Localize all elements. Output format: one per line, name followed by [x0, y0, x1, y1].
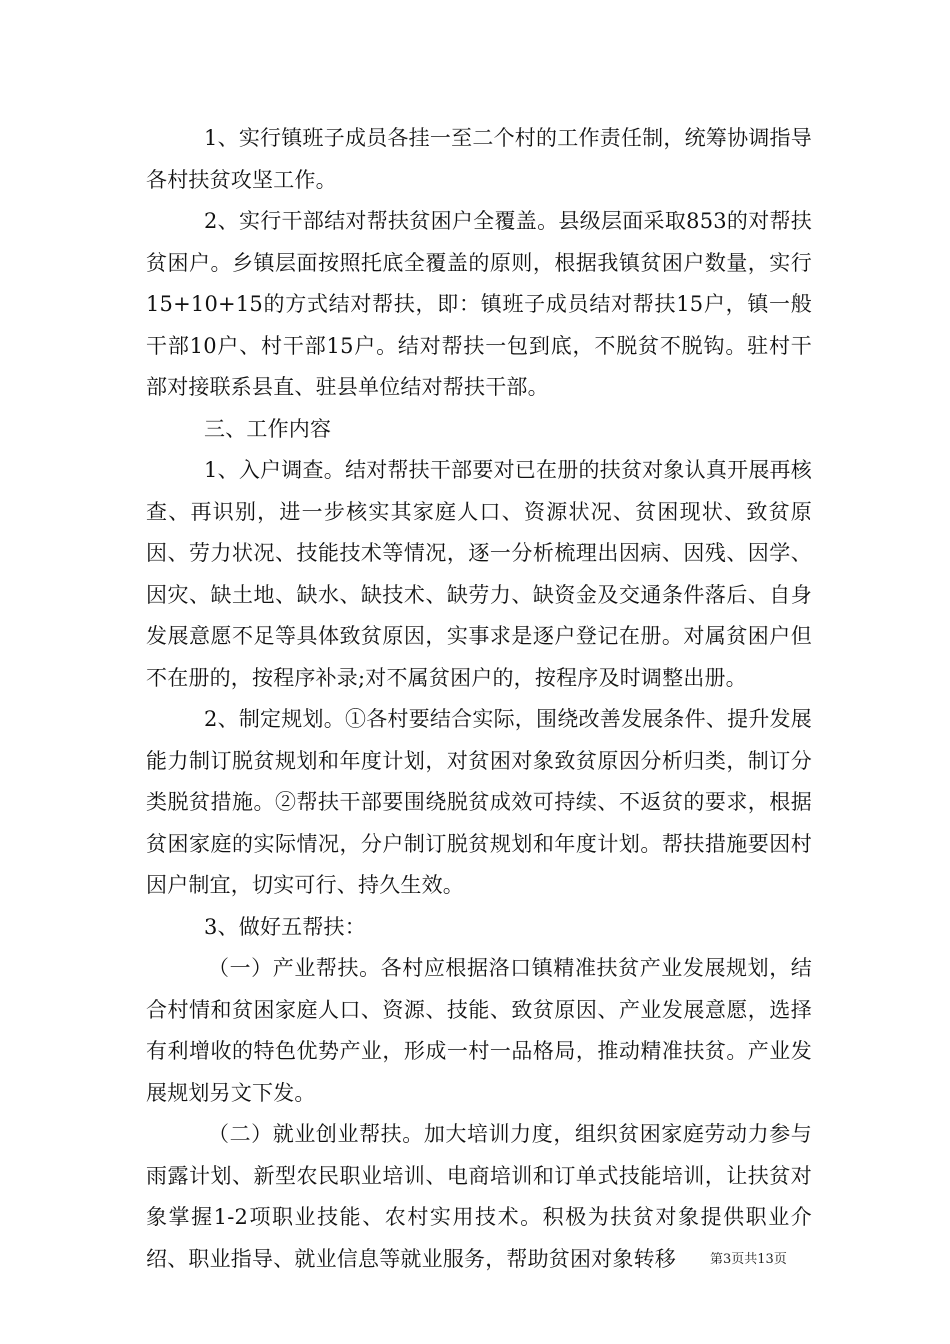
paragraph-2: 2、实行干部结对帮扶贫困户全覆盖。县级层面采取853的对帮扶贫困户。乡镇层面按照托底全覆盖的原则，根据我镇贫困户数量，实行15+10+15的方式结对帮扶，即：镇班子成员结对帮扶15户，镇一般干部10户、村干部15户。结对帮扶一包到底，不脱贫不脱钩。驻村干部对接联系县直、驻县单位结对帮扶干部。 [146, 209, 812, 399]
paragraph-7: （二）就业创业帮扶。加大培训力度，组织贫困家庭劳动力参与雨露计划、新型农民职业培训、电商培训和订单式技能培训，让扶贫对象掌握1-2项职业技能、农村实用技术。积极为扶贫对象提供职业介绍、职业指导、就业信息等就业服务，帮助贫困对象转移 [146, 1122, 812, 1271]
page-number-footer: 第3页共13页 [710, 1252, 787, 1267]
section-heading: 三、工作内容 [204, 416, 332, 441]
document-body [146, 118, 812, 1280]
paragraph-4: 2、制定规划。①各村要结合实际，围绕改善发展条件、提升发展能力制订脱贫规划和年度计划，对贫困对象致贫原因分析归类，制订分类脱贫措施。②帮扶干部要围绕脱贫成效可持续、不返贫的要求，根据贫困家庭的实际情况，分户制订脱贫规划和年度计划。帮扶措施要因村因户制宜，切实可行、持久生效。 [146, 707, 812, 897]
paragraph-1: 1、实行镇班子成员各挂一至二个村的工作责任制，统筹协调指导各村扶贫攻坚工作。 [146, 126, 812, 192]
paragraph-3: 1、入户调查。结对帮扶干部要对已在册的扶贫对象认真开展再核查、再识别，进一步核实其家庭人口、资源状况、贫困现状、致贫原因、劳力状况、技能技术等情况，逐一分析梳理出因病、因残、因学、因灾、缺土地、缺水、缺技术、缺劳力、缺资金及交通条件落后、自身发展意愿不足等具体致贫原因，实事求是逐户登记在册。对属贫困户但不在册的，按程序补录;对不属贫困户的，按程序及时调整出册。 [146, 458, 812, 690]
paragraph-6: （一）产业帮扶。各村应根据洛口镇精准扶贫产业发展规划，结合村情和贫困家庭人口、资源、技能、致贫原因、产业发展意愿，选择有利增收的特色优势产业，形成一村一品格局，推动精准扶贫。产业发展规划另文下发。 [146, 956, 812, 1105]
paragraph-5: 3、做好五帮扶： [204, 914, 366, 939]
